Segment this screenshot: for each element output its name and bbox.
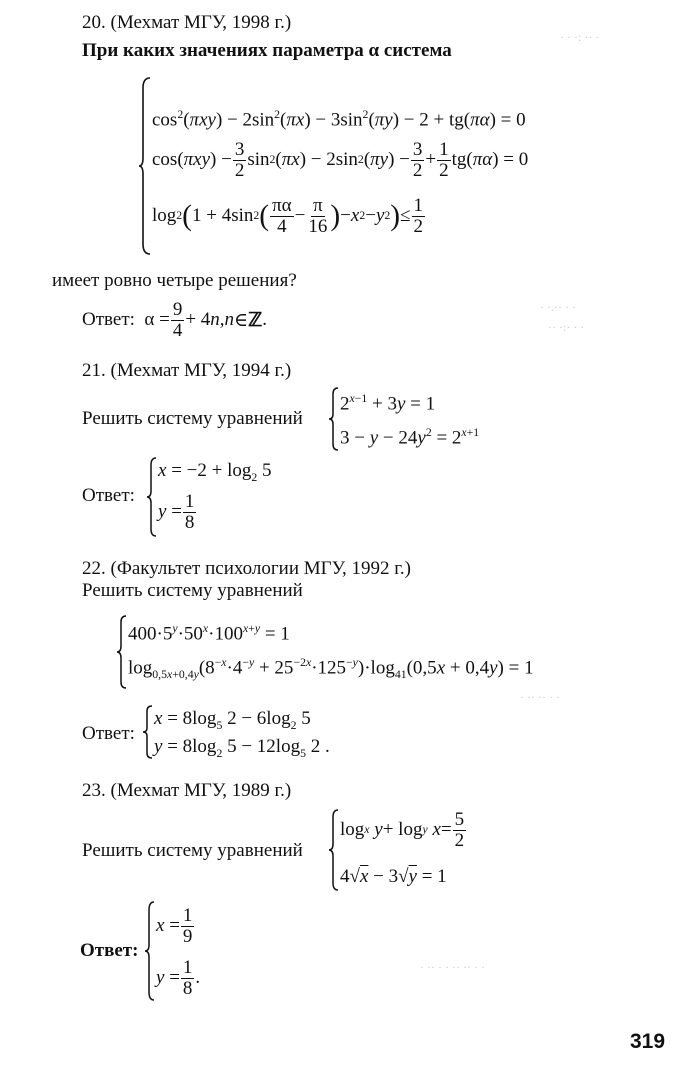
system-brace: [328, 386, 340, 452]
system-21-eq2: $3 - y - 24y^2 = 2^{x+1}$: [340, 426, 480, 449]
problem-23-answer-label: Ответ:: [80, 940, 139, 961]
problem-23-header: 23. (Мехмат МГУ, 1989 г.): [82, 780, 292, 801]
system-brace: [138, 76, 152, 256]
answer-21-x: $x = -2 + \log_2 5$: [158, 460, 272, 484]
page-number: 319: [630, 1030, 666, 1053]
problem-22-header: 22. (Факультет психологии МГУ, 1992 г.): [82, 558, 411, 579]
scan-noise: · ·· · · ·· ·· · ·: [420, 960, 485, 974]
system-brace: [144, 900, 156, 1002]
answer-21-y: y = $\frac{1}{8}$: [158, 491, 195, 533]
answer-22-x: $x = 8\log_5$ $2 - 6\log_2$ 5: [154, 708, 311, 732]
system-21-eq1: $2^{x-1} + 3y = 1$: [340, 392, 436, 415]
problem-20-question: При каких значениях параметра α система: [82, 40, 452, 61]
system-22-eq2: $\log_{0,5x+0,4y}(8^{-x}\cdot 4^{-y} + 25^{-2x}\cdot 125^{-y})\cdot\log_{41}(0,5x + 0,4y) = 1$: [128, 656, 534, 682]
problem-21-prompt: Решить систему уравнений: [82, 408, 303, 429]
system-brace: [328, 808, 340, 892]
answer-22-y: $y = 8\log_2$ $5 - 12\log_5$ 2 .: [154, 736, 330, 760]
system-23-eq1: log x y + log y x = $\frac{5}{2}$: [340, 809, 465, 851]
system-brace: [146, 456, 158, 538]
problem-21-answer-label: Ответ:: [82, 485, 135, 506]
system-20-eq1: $\cos^2(\pi xy) - 2\sin^2(\pi x) - 3\sin^2(\pi y) - 2 + tg(\pi\alpha) = 0$: [152, 108, 526, 131]
scan-noise: · · ·: ·· ·: [560, 30, 600, 44]
scan-noise: · ·.·· · ·: [540, 300, 576, 314]
scan-noise: · ·· ·· · ·: [520, 690, 560, 704]
problem-20-answer: Ответ: α = $\frac{9}{4}$ + 4 n , n ∈ ℤ .: [82, 299, 268, 341]
problem-20-condition: имеет ровно четыре решения?: [52, 270, 297, 291]
problem-20-header: 20. (Мехмат МГУ, 1998 г.): [82, 12, 292, 33]
scan-noise: ·· ·:· · ·: [548, 320, 585, 334]
system-22-eq1: $400\cdot 5^y\cdot 50^x\cdot 100^{x+y} = 1$: [128, 622, 290, 645]
system-20-eq2: cos( πxy ) − $\frac{3}{2}$ sin 2 ( πx ) − 2sin 2 ( πy ) − $\frac{3}{2}$ + $\frac{1}{2}$ tg( πα ) = 0: [152, 139, 529, 181]
answer-23-x: x = $\frac{1}{9}$: [156, 905, 193, 947]
problem-22-answer-label: Ответ:: [82, 723, 135, 744]
answer-23-y: y = $\frac{1}{8}$ .: [156, 957, 201, 999]
system-brace: [142, 704, 154, 760]
system-23-eq2: 4√x − 3√y = 1: [340, 866, 447, 887]
problem-22-prompt: Решить систему уравнений: [82, 580, 303, 601]
answer-label: Ответ:: [82, 309, 135, 331]
system-brace: [116, 614, 128, 690]
problem-21-header: 21. (Мехмат МГУ, 1994 г.): [82, 360, 292, 381]
system-20-eq3: log 2 ( 1 + 4sin 2 ( $\frac{\pi\alpha}{4}$ − $\frac{\pi}{16}$ ) − x 2 − y 2 ) ≤ $\frac{1}{2}$: [152, 195, 424, 237]
problem-23-prompt: Решить систему уравнений: [82, 840, 303, 861]
